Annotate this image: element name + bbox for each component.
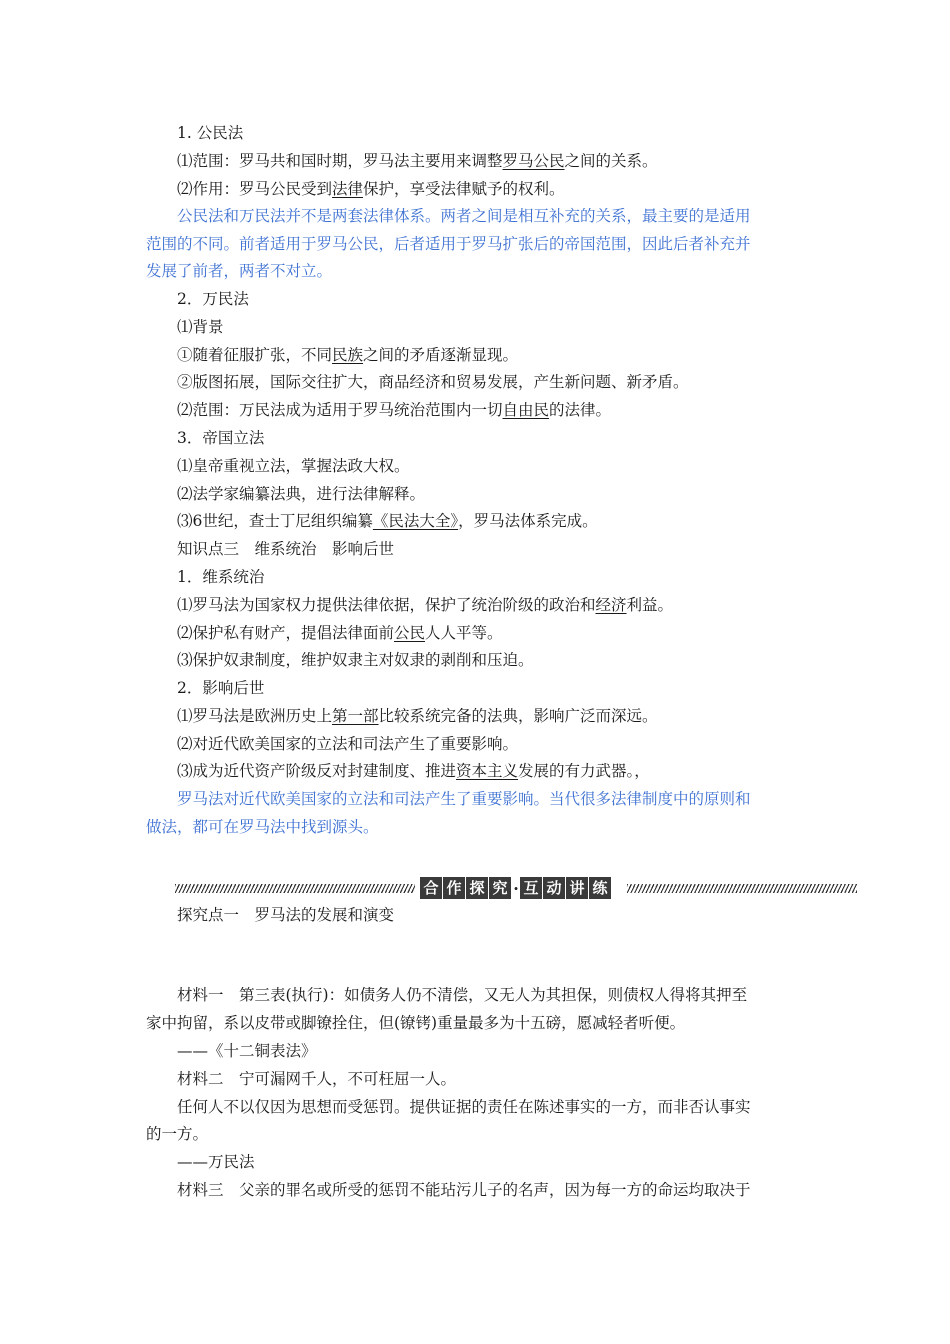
material-text: 任何人不以仅因为思想而受惩罚。提供证据的责任在陈述事实的一方，而非否认事实 bbox=[177, 1098, 751, 1116]
explore-point-title: 探究点一 罗马法的发展和演变 bbox=[177, 906, 395, 924]
banner-hatch-left bbox=[175, 884, 415, 893]
material-text: 的一方。 bbox=[146, 1125, 209, 1143]
sub-heading: ⑴背景 bbox=[177, 318, 224, 336]
underlined-term: 《民法大全》 bbox=[372, 512, 459, 530]
banner-char: 合 bbox=[420, 877, 442, 899]
underlined-term: 罗马公民 bbox=[502, 152, 565, 170]
knowledge-point-title: 知识点三 维系统治 影响后世 bbox=[177, 540, 395, 558]
paragraph: ⑵法学家编纂法典，进行法律解释。 bbox=[177, 485, 426, 503]
paragraph: ⑴罗马法为国家权力提供法律依据，保护了统治阶级的政治和经济利益。 bbox=[177, 596, 674, 614]
note-text: 范围的不同。前者适用于罗马公民，后者适用于罗马扩张后的帝国范围，因此后者补充并 bbox=[146, 235, 751, 253]
paragraph: ②版图拓展，国际交往扩大，商品经济和贸易发展，产生新问题、新矛盾。 bbox=[177, 373, 689, 391]
paragraph: ⑴皇帝重视立法，掌握法政大权。 bbox=[177, 457, 410, 475]
material-source: ——《十二铜表法》 bbox=[177, 1042, 317, 1060]
underlined-term: 法律 bbox=[332, 180, 364, 198]
underlined-term: 自由民 bbox=[502, 401, 550, 419]
section-heading: 3．帝国立法 bbox=[177, 429, 265, 447]
banner-char: 讲 bbox=[566, 877, 588, 899]
paragraph: ⑴范围：罗马共和国时期，罗马法主要用来调整罗马公民之间的关系。 bbox=[177, 152, 658, 170]
banner-char: 互 bbox=[520, 877, 542, 899]
section-heading: 2．影响后世 bbox=[177, 679, 265, 697]
paragraph: ⑵作用：罗马公民受到法律保护，享受法律赋予的权利。 bbox=[177, 180, 565, 198]
underlined-term: 公民 bbox=[394, 624, 426, 642]
underlined-term: 资本主义 bbox=[456, 762, 519, 780]
paragraph: ⑵对近代欧美国家的立法和司法产生了重要影响。 bbox=[177, 735, 519, 753]
banner-char: 究 bbox=[489, 877, 511, 899]
section-heading: 2．万民法 bbox=[177, 290, 249, 308]
note-text: 罗马法对近代欧美国家的立法和司法产生了重要影响。当代很多法律制度中的原则和 bbox=[177, 790, 751, 808]
paragraph: ⑵范围：万民法成为适用于罗马统治范围内一切自由民的法律。 bbox=[177, 401, 612, 419]
underlined-term: 经济 bbox=[595, 596, 627, 614]
banner-char: 探 bbox=[466, 877, 488, 899]
paragraph: ①随着征服扩张，不同民族之间的矛盾逐渐显现。 bbox=[177, 346, 519, 364]
note-text: 做法，都可在罗马法中找到源头。 bbox=[146, 818, 379, 836]
note-text: 公民法和万民法并不是两套法律体系。两者之间是相互补充的关系，最主要的是适用 bbox=[177, 207, 751, 225]
material-source: ——万民法 bbox=[177, 1153, 255, 1171]
section-heading: 1. 公民法 bbox=[177, 124, 244, 142]
note-text: 发展了前者，两者不对立。 bbox=[146, 262, 333, 280]
banner-char: 练 bbox=[589, 877, 611, 899]
underlined-term: 民族 bbox=[332, 346, 364, 364]
banner-char: 动 bbox=[543, 877, 565, 899]
paragraph: ⑶保护奴隶制度，维护奴隶主对奴隶的剥削和压迫。 bbox=[177, 651, 534, 669]
section-banner bbox=[175, 876, 857, 900]
paragraph: ⑶6世纪，查士丁尼组织编纂《民法大全》，罗马法体系完成。 bbox=[177, 512, 598, 530]
banner-hatch-right bbox=[627, 884, 857, 893]
material-text: 材料二 宁可漏网千人，不可枉屈一人。 bbox=[177, 1070, 457, 1088]
banner-separator: · bbox=[513, 878, 519, 898]
material-text: 家中拘留，系以皮带或脚镣拴住，但(镣铐)重量最多为十五磅，愿减轻者听便。 bbox=[146, 1014, 686, 1032]
underlined-term: 第一部 bbox=[332, 707, 379, 725]
paragraph: ⑵保护私有财产，提倡法律面前公民人人平等。 bbox=[177, 624, 503, 642]
section-heading: 1．维系统治 bbox=[177, 568, 265, 586]
material-text: 材料三 父亲的罪名或所受的惩罚不能玷污儿子的名声，因为每一方的命运均取决于 bbox=[177, 1181, 751, 1199]
banner-title bbox=[420, 876, 612, 900]
paragraph: ⑴罗马法是欧洲历史上第一部比较系统完备的法典，影响广泛而深远。 bbox=[177, 707, 658, 725]
material-text: 材料一 第三表(执行)：如债务人仍不清偿，又无人为其担保，则债权人得将其押至 bbox=[177, 986, 748, 1004]
banner-char: 作 bbox=[443, 877, 465, 899]
paragraph: ⑶成为近代资产阶级反对封建制度、推进资本主义发展的有力武器。， bbox=[177, 762, 650, 780]
